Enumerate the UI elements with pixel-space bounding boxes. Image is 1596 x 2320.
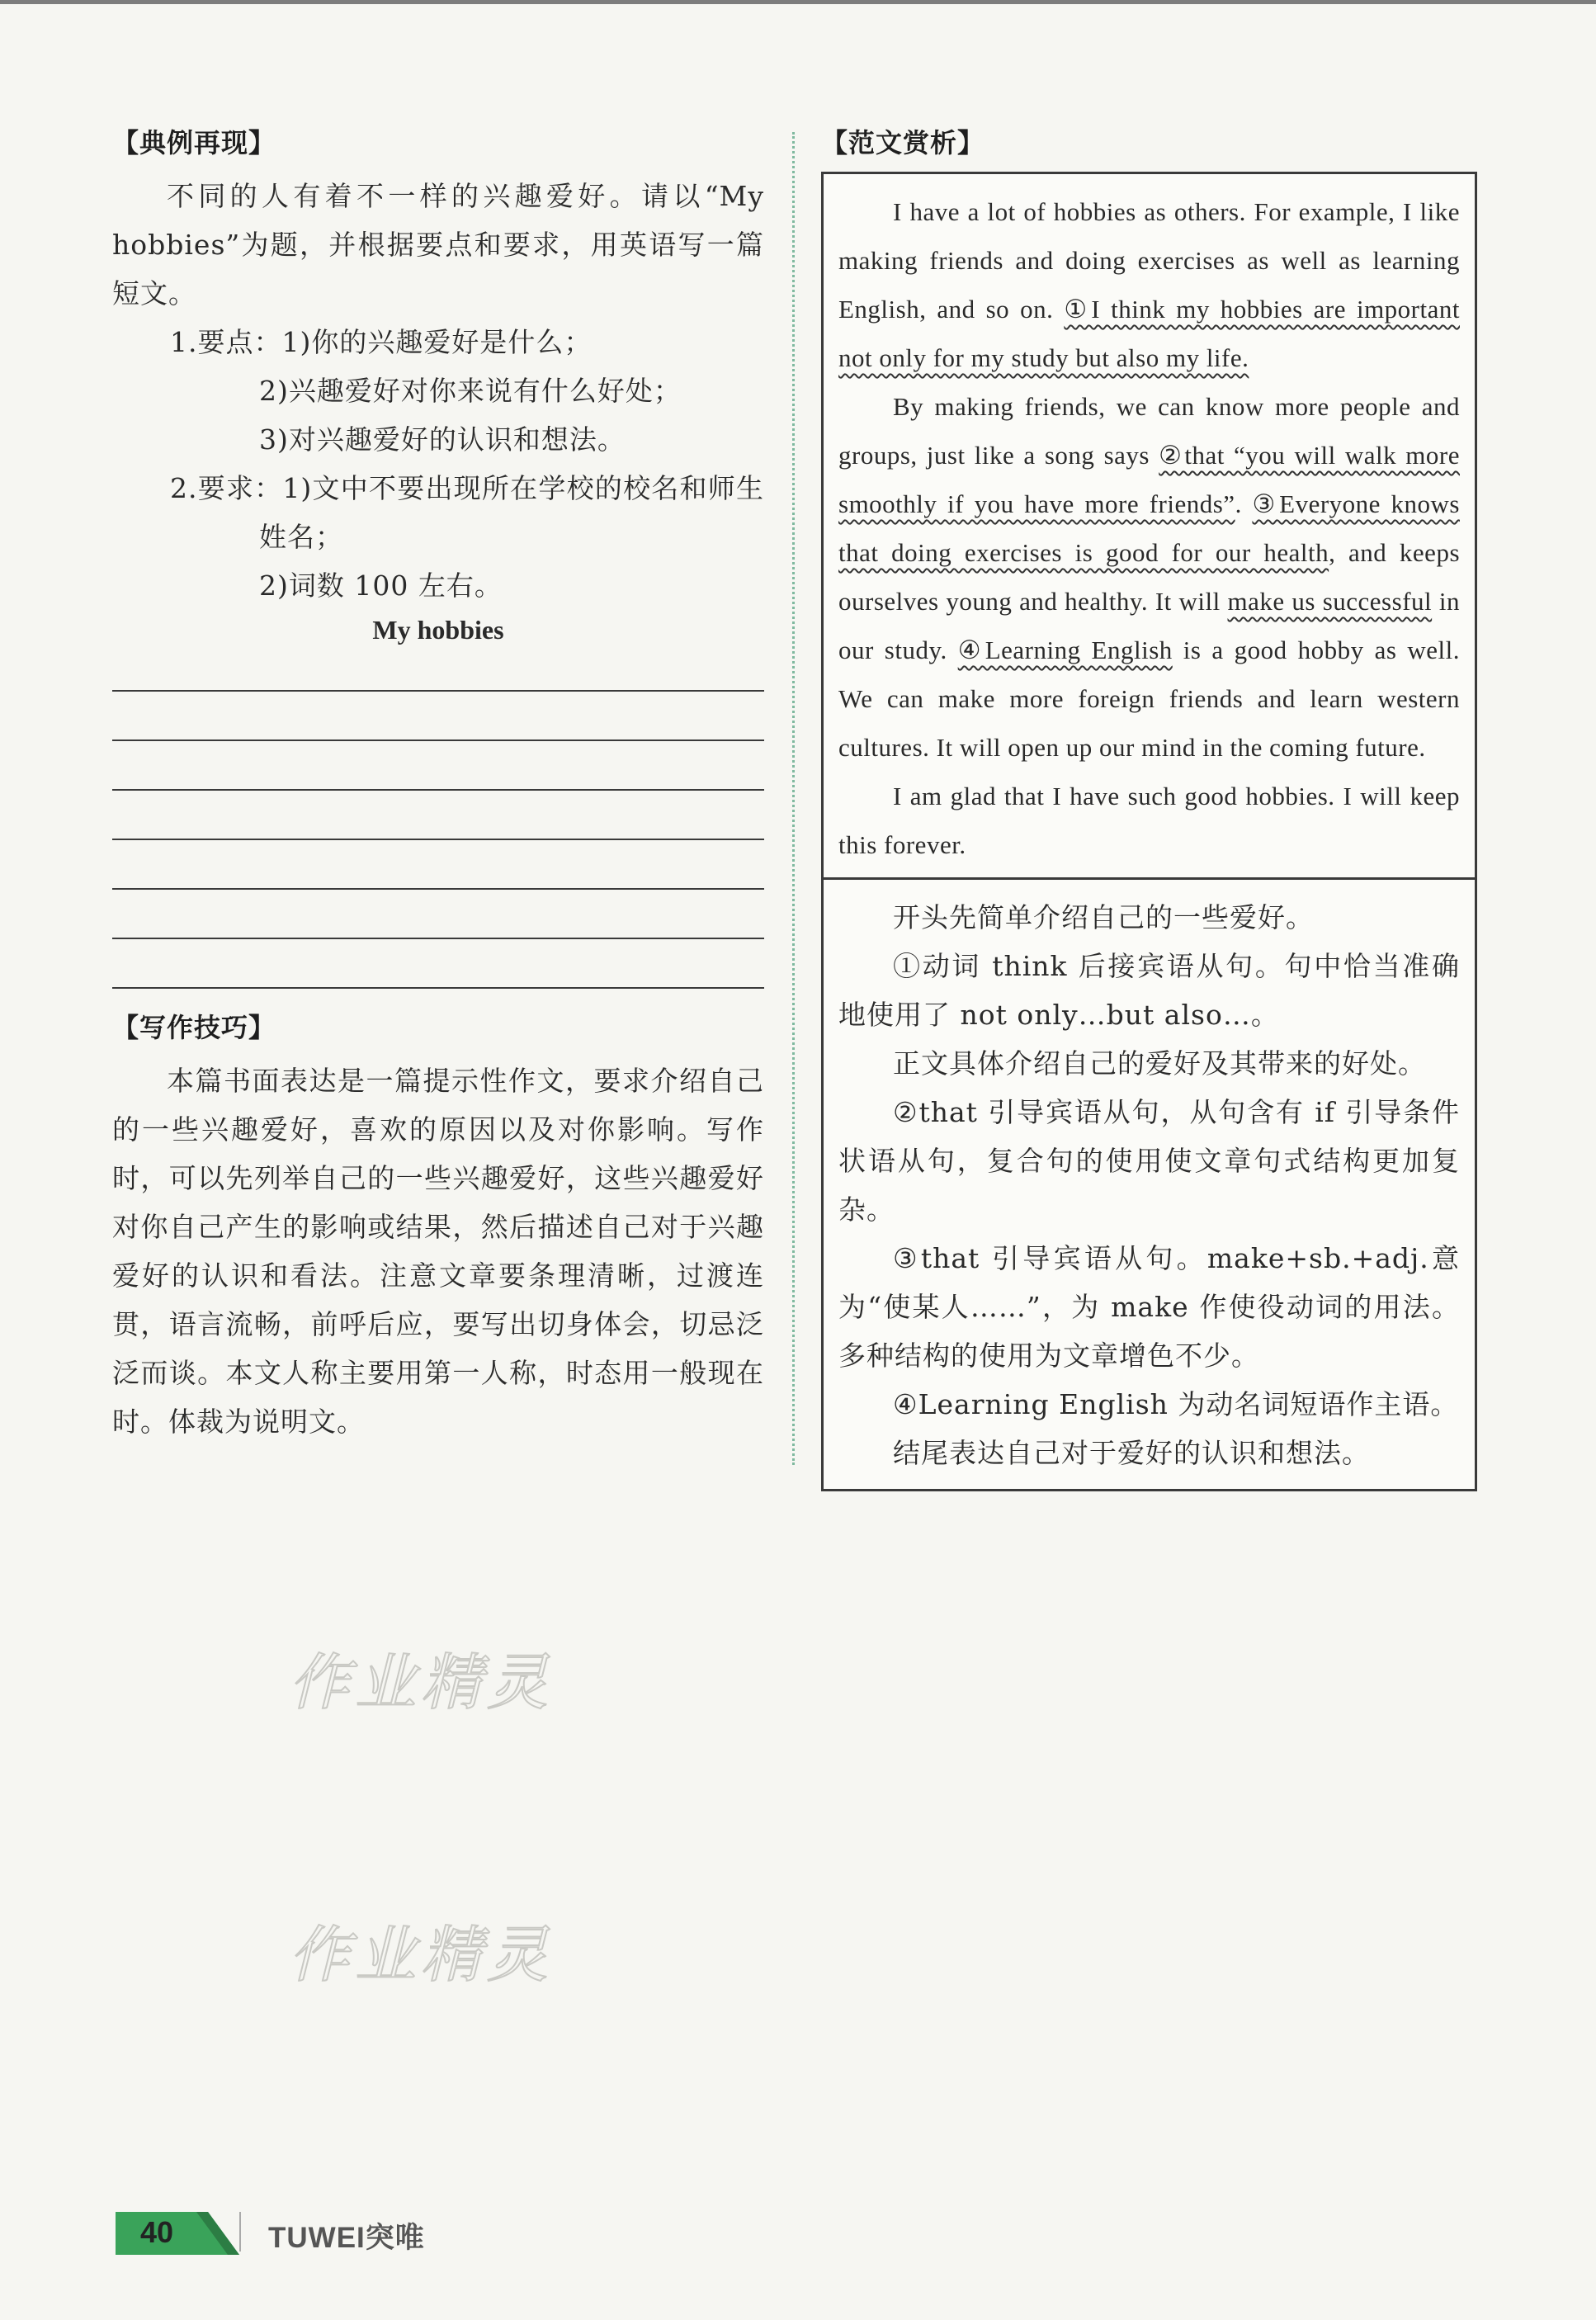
point-1: 1)你的兴趣爱好是什么； <box>281 326 593 358</box>
answer-lines <box>112 642 764 989</box>
model-essay-box <box>821 172 1477 1491</box>
point-2: 2)兴趣爱好对你来说有什么好处； <box>259 375 682 407</box>
tips-section-title: 【写作技巧】 <box>112 1012 276 1043</box>
writing-tips-text: 本篇书面表达是一篇提示性作文，要求介绍自己的一些兴趣爱好，喜欢的原因以及对你影响。写作时，可以先列举自己的一些兴趣爱好，这些兴趣爱好对你自己产生的影响或结果，然后描述自己对于兴趣爱好的认识和看法。注意文章要条理清晰，过渡连贯，语言流畅，前呼后应，要写出切身体会，切忌泛泛而谈。本文人称主要用第一人称，时态用一般现在时。体裁为说明文。 <box>112 1065 764 1438</box>
top-border-line <box>0 0 1596 4</box>
essay-title: My hobbies <box>372 615 504 645</box>
footer-separator <box>239 2212 241 2251</box>
requirements-line-1 <box>170 464 764 561</box>
points-line-1 <box>170 318 764 366</box>
highlight-3: ③Everyone knows that doing exercises is good for our health <box>838 489 1460 567</box>
analysis-note: 正文具体介绍自己的爱好及其带来的好处。 <box>893 1047 1426 1080</box>
analysis-notes <box>824 880 1475 1489</box>
analysis-note: ③that 引导宾语从句。make+sb.+adj.意为“使某人……”，为 make 作使役动词的用法。多种结构的使用为文章增色不少。 <box>838 1242 1460 1372</box>
answer-line[interactable] <box>112 692 764 741</box>
essay-text: By making friends, we can know more people and groups, just like a song says <box>838 392 1460 470</box>
point-3: 3)对兴趣爱好的认识和想法。 <box>259 423 626 456</box>
points-label: 1.要点： <box>170 326 282 358</box>
watermark: 作业精灵 <box>289 1647 553 1718</box>
answer-line[interactable] <box>112 791 764 840</box>
watermark: 作业精灵 <box>289 1920 553 1991</box>
model-section-title: 【范文赏析】 <box>821 127 985 158</box>
analysis-note: 结尾表达自己对于爱好的认识和想法。 <box>893 1437 1370 1469</box>
answer-line[interactable] <box>112 890 764 939</box>
essay-paragraph-3: I am glad that I have such good hobbies. I will keep this forever. <box>838 782 1460 859</box>
essay-text: , and keeps ourselves young and healthy. It will <box>838 538 1461 616</box>
essay-paragraph-2 <box>838 382 1460 772</box>
analysis-note: 开头先简单介绍自己的一些爱好。 <box>893 901 1314 933</box>
requirement-1: 1)文中不要出现所在学校的校名和师生姓名； <box>259 472 764 553</box>
answer-line[interactable] <box>112 642 764 692</box>
highlight-2: ②that “you will walk more smoothly if you have more friends” <box>838 441 1461 518</box>
essay-text: is a good hobby as well. We can make more foreign friends and learn western cultures. It will open up our mind in the coming future. <box>838 636 1460 762</box>
analysis-note: ①动词 think 后接宾语从句。句中恰当准确地使用了 not only…but also…。 <box>838 950 1460 1031</box>
essay-paragraph-1 <box>838 187 1460 382</box>
writing-prompt: 不同的人有着不一样的兴趣爱好。请以“My hobbies”为题，并根据要点和要求，用英语写一篇短文。 <box>112 180 764 309</box>
answer-line[interactable] <box>112 741 764 791</box>
page-number-badge <box>116 2212 239 2255</box>
analysis-note: ④Learning English 为动名词短语作主语。 <box>893 1388 1459 1420</box>
answer-line[interactable] <box>112 840 764 890</box>
essay-text: . <box>1235 489 1253 518</box>
answer-line[interactable] <box>112 939 764 989</box>
right-column <box>821 122 1477 1491</box>
analysis-note: ②that 引导宾语从句，从句含有 if 引导条件状语从句，复合句的使用使文章句式结构更加复杂。 <box>838 1096 1460 1226</box>
essay-text: I have a lot of hobbies as others. For example, I like making friends and doing exercises as well as learning English, and so on. <box>838 197 1460 324</box>
left-column <box>112 122 764 1446</box>
highlight-4: ④Learning English <box>957 636 1173 664</box>
column-divider <box>792 132 795 1465</box>
requirements-label: 2.要求： <box>170 472 283 504</box>
requirement-2: 2)词数 100 左右。 <box>259 569 503 602</box>
highlight-make-us-successful: make us successful <box>1227 587 1433 616</box>
page-number: 40 <box>140 2215 174 2249</box>
example-section-title: 【典例再现】 <box>112 127 276 158</box>
model-essay <box>824 174 1475 880</box>
essay-text: in our study. <box>838 587 1460 664</box>
brand-logo-text: TUWEI突唯 <box>268 2222 425 2254</box>
highlight-1: ①I think my hobbies are important not only for my study but also my life. <box>838 295 1460 372</box>
